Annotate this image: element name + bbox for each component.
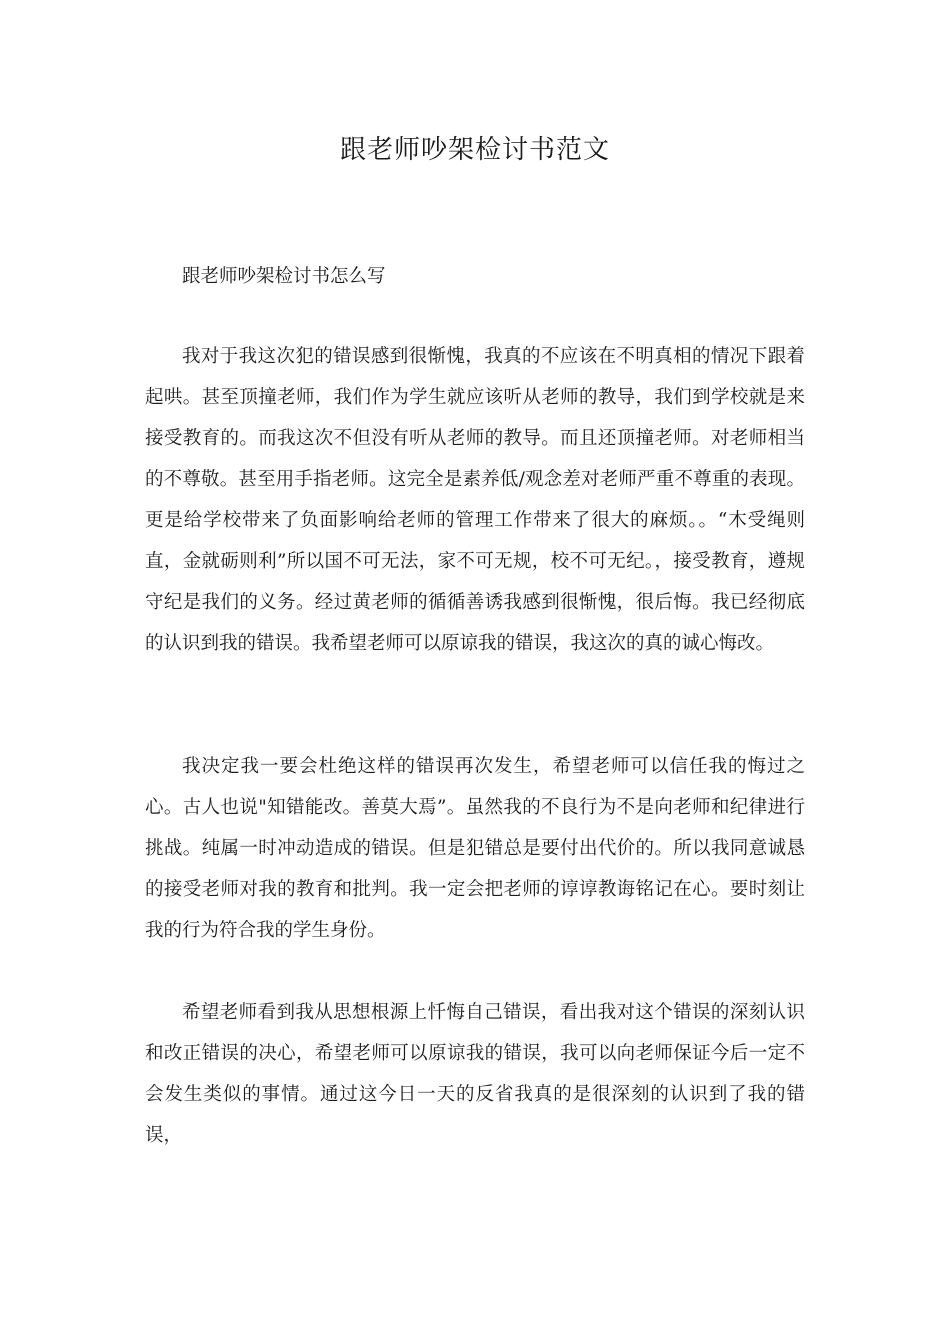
body-paragraph-2: 我决定我一要会杜绝这样的错误再次发生，希望老师可以信任我的悔过之心。古人也说"知错能改。善莫大焉”。虽然我的不良行为不是向老师和纪律进行挑战。纯属一时冲动造成的错误。但是犯错总是要付出代价的。所以我同意诚恳的接受老师对我的教育和批判。我一定会把老师的谆谆教诲铭记在心。要时刻让我的行为符合我的学生身份。 xyxy=(145,756,805,941)
body-paragraph-3: 希望老师看到我从思想根源上忏悔自己错误，看出我对这个错误的深刻认识和改正错误的决心，希望老师可以原谅我的错误，我可以向老师保证今后一定不会发生类似的事情。通过这今日一天的反省我真的是很深刻的认识到了我的错误， xyxy=(145,1002,805,1146)
document-subtitle: 跟老师吵架检讨书怎么写 xyxy=(182,266,386,287)
document-title: 跟老师吵架检讨书范文 xyxy=(339,135,610,165)
body-paragraph-1: 我对于我这次犯的错误感到很惭愧，我真的不应该在不明真相的情况下跟着起哄。甚至顶撞老师，我们作为学生就应该听从老师的教导，我们到学校就是来接受教育的。而我这次不但没有听从老师的教导。而且还顶撞老师。对老师相当的不尊敬。甚至用手指老师。这完全是素养低/观念差对老师严重不尊重的表现。更是给学校带来了负面影响给老师的管理工作带来了很大的麻烦。。“木受绳则直，金就砺则利”所以国不可无法，家不可无规，校不可无纪。，接受教育，遵规守纪是我们的义务。经过黄老师的循循善诱我感到很惭愧，很后悔。我已经彻底的认识到我的错误。我希望老师可以原谅我的错误，我这次的真的诚心悔改。 xyxy=(145,346,805,654)
